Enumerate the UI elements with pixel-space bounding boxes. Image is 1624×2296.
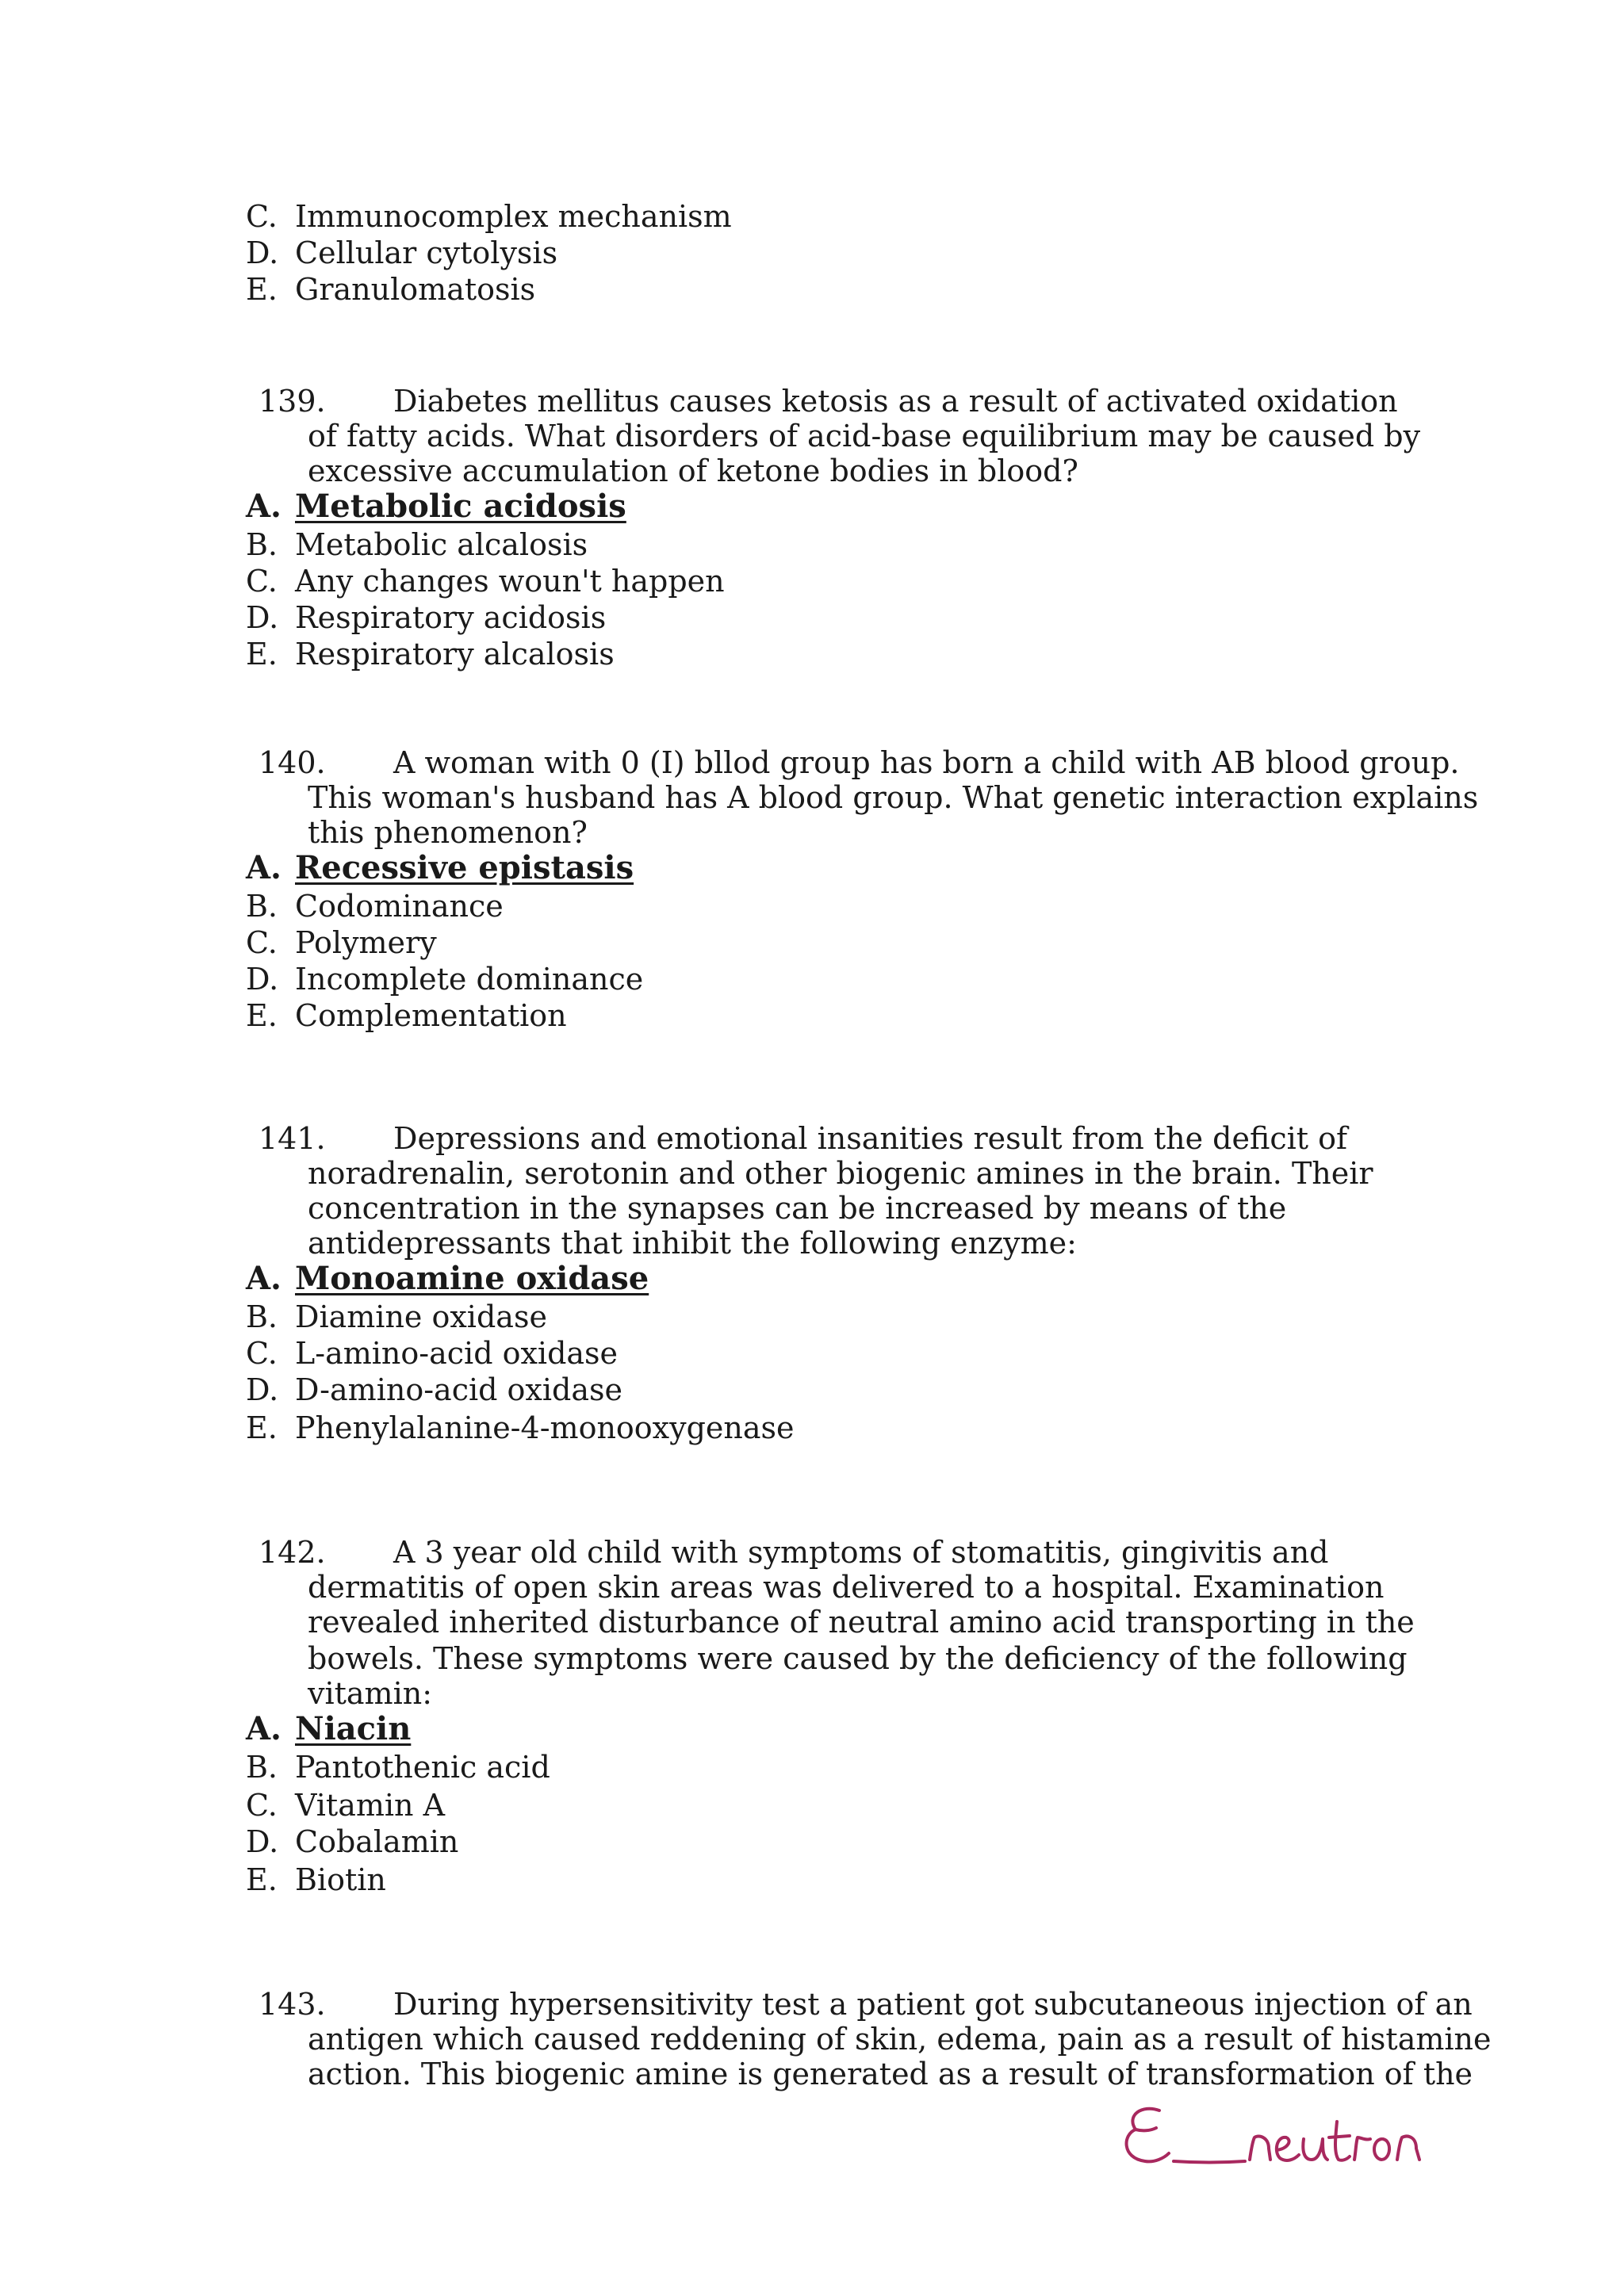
option-text: D-amino-acid oxidase [295, 1372, 622, 1407]
option-letter: B. [246, 527, 278, 562]
option [246, 1823, 458, 1860]
signature-watermark [1118, 2093, 1435, 2180]
option-text: Respiratory alcalosis [295, 637, 615, 672]
question-text-line: This woman's husband has A blood group. What genetic interaction explains [308, 780, 1479, 815]
option-text: Cobalamin [295, 1824, 459, 1859]
option-text: Metabolic acidosis [295, 488, 626, 525]
option-text: Metabolic alcalosis [295, 527, 588, 562]
question-text-line: dermatitis of open skin areas was delivered to a hospital. Examination [308, 1570, 1385, 1605]
option-letter: C. [246, 925, 278, 960]
option-letter: D. [246, 235, 279, 270]
option-text: Diamine oxidase [295, 1299, 547, 1334]
option [246, 1862, 386, 1898]
option-letter: A. [246, 1710, 282, 1747]
question-text-line: this phenomenon? [308, 815, 588, 850]
option [246, 563, 725, 599]
option-letter: D. [246, 600, 279, 635]
question-number: 139. [259, 384, 326, 419]
option-text: Vitamin A [295, 1788, 446, 1823]
option-text: L-amino-acid oxidase [295, 1336, 619, 1371]
option [246, 1410, 795, 1446]
question-text-line: antidepressants that inhibit the following enzyme: [308, 1226, 1077, 1261]
question-number: 141. [259, 1121, 326, 1156]
option-letter: A. [246, 1260, 282, 1297]
option [246, 1335, 618, 1372]
option [246, 1749, 550, 1785]
option-letter: D. [246, 1372, 279, 1407]
option-letter: C. [246, 564, 278, 599]
option-text: Polymery [295, 925, 437, 960]
option-prev-e [246, 271, 535, 308]
option-text: Any changes woun't happen [295, 564, 725, 599]
question-text-line: revealed inherited disturbance of neutral amino acid transporting in the [308, 1605, 1415, 1640]
option-prev-c [246, 198, 732, 235]
option-letter: A. [246, 849, 282, 886]
option-prev-d [246, 235, 557, 271]
option [246, 599, 606, 636]
question-number: 142. [259, 1535, 326, 1570]
option-letter: D. [246, 1824, 279, 1859]
question-text-line: bowels. These symptoms were caused by the deficiency of the following [308, 1641, 1408, 1676]
option-correct [246, 1711, 411, 1747]
question-number: 140. [259, 745, 326, 780]
option-letter: B. [246, 1750, 278, 1785]
option-text: Phenylalanine-4-monooxygenase [295, 1410, 795, 1445]
option-text: Complementation [295, 998, 567, 1033]
option-letter: B. [246, 1299, 278, 1334]
option-text: Recessive epistasis [295, 849, 634, 886]
question-text-line: A 3 year old child with symptoms of stomatitis, gingivitis and [393, 1535, 1329, 1570]
option-correct [246, 488, 626, 525]
option-letter: E. [246, 1862, 278, 1897]
option-letter: E. [246, 272, 278, 307]
question-text-line: Depressions and emotional insanities result from the deficit of [393, 1121, 1348, 1156]
question-text-line: action. This biogenic amine is generated as a result of transformation of the [308, 2057, 1473, 2091]
option-letter: C. [246, 1788, 278, 1823]
question-text-line: Diabetes mellitus causes ketosis as a result of activated oxidation [393, 384, 1398, 419]
option-letter: D. [246, 962, 279, 997]
option-text: Incomplete dominance [295, 962, 644, 997]
option-letter: A. [246, 488, 282, 525]
question-text-line: concentration in the synapses can be increased by means of the [308, 1191, 1287, 1226]
question-text-line: A woman with 0 (I) bllod group has born a child with AB blood group. [393, 745, 1460, 780]
option-letter: C. [246, 1336, 278, 1371]
option [246, 961, 643, 997]
option-text: Respiratory acidosis [295, 600, 607, 635]
option-correct [246, 1261, 649, 1297]
option [246, 924, 437, 961]
option-letter: B. [246, 889, 278, 924]
question-text-line: vitamin: [308, 1676, 433, 1711]
question-number: 143. [259, 1987, 326, 2022]
question-text-line: noradrenalin, serotonin and other biogenic amines in the brain. Their [308, 1156, 1373, 1191]
option-text: Codominance [295, 889, 504, 924]
question-text-line: excessive accumulation of ketone bodies in blood? [308, 453, 1078, 488]
option-letter: E. [246, 1410, 278, 1445]
question-text-line: of fatty acids. What disorders of acid-base equilibrium may be caused by [308, 419, 1421, 453]
option-text: Biotin [295, 1862, 386, 1897]
question-text-line: During hypersensitivity test a patient got subcutaneous injection of an [393, 1987, 1473, 2022]
option-letter: E. [246, 998, 278, 1033]
option-text: Granulomatosis [295, 272, 536, 307]
option [246, 1787, 445, 1823]
option-correct [246, 850, 634, 886]
option [246, 636, 615, 672]
option-text: Cellular cytolysis [295, 235, 558, 270]
option [246, 1299, 547, 1335]
question-text-line: antigen which caused reddening of skin, edema, pain as a result of histamine [308, 2022, 1492, 2057]
option-text: Niacin [295, 1710, 412, 1747]
option [246, 888, 504, 924]
option-letter: E. [246, 637, 278, 672]
option-letter: C. [246, 199, 278, 234]
option [246, 1372, 622, 1408]
option [246, 526, 588, 563]
option-text: Pantothenic acid [295, 1750, 550, 1785]
option-text: Monoamine oxidase [295, 1260, 649, 1297]
option-text: Immunocomplex mechanism [295, 199, 732, 234]
option [246, 997, 567, 1034]
